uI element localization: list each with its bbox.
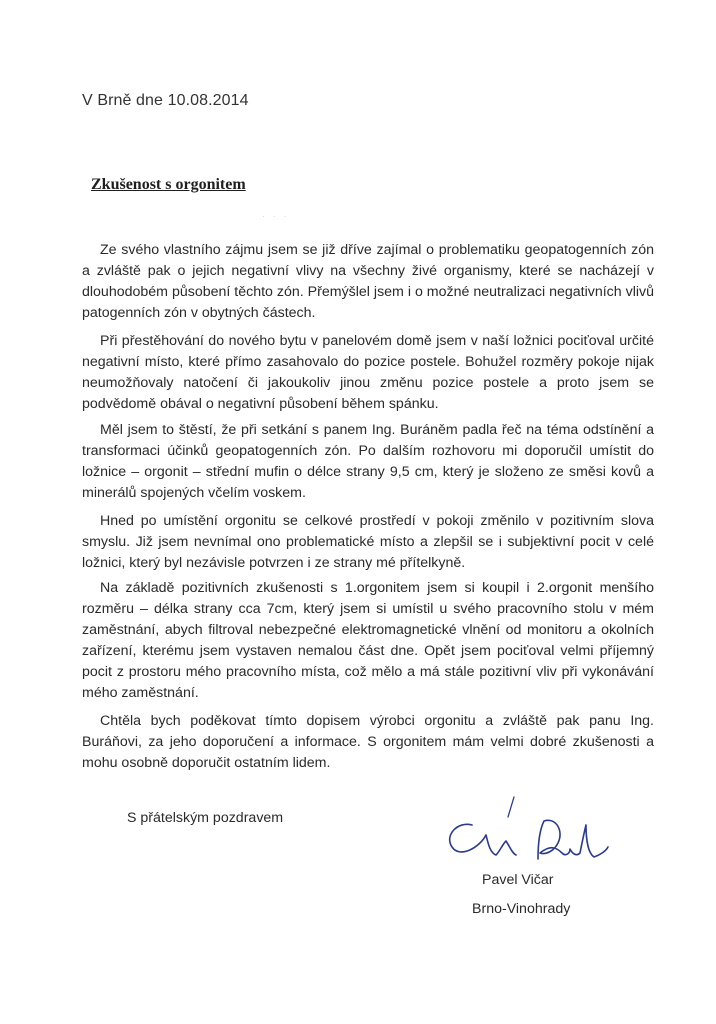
date-line: V Brně dne 10.08.2014 [82,92,249,109]
paragraph-3: Měl jsem to štěstí, že při setkání s panem Ing. Buráněm padla řeč na téma odstínění a transformaci účinků geopatogenních zón. Po dalším rozhovoru mi doporučil umístit do ložnice – orgonit – střední mufin o délce strany 9,5 cm, který je složeno ze směsi kovů a minerálů spojených včelím voskem. [82,422,654,501]
paragraph-4: Hned po umístění orgonitu se celkové prostředí v pokoji změnilo v pozitivním slova smyslu. Již jsem nevnímal ono problematické místo a zlepšil se i subjektivní pocit v celé ložnici, který byl nezávisle potvrzen i ze strany mé přítelkyně. [82,513,654,571]
paragraph-5: Na základě pozitivních zkušenosti s 1.orgonitem jsem si koupil i 2.orgonit menšího rozměru – délka strany cca 7cm, který jsem si umístil u svého pracovního stolu v mém zaměstnání, abych filtroval nebezpečné elektromagnetické vlnění od monitoru a okolních zařízení, kterému jsem vystaven nemalou část dne. Opět jsem pociťoval velmi příjemný pocit z prostoru mého pracovního místa, což mělo a má stále pozitivní vliv při vykonávání mého zaměstnání. [82,580,654,701]
faint-scan-mark: · · · [262,212,290,221]
paragraph-2: Při přestěhování do nového bytu v panelovém domě jsem v naší ložnici pociťoval určité negativní místo, které přímo zasahovalo do pozice postele. Bohužel rozměry pokoje nijak neumožňovaly natočení či jakoukoliv jinou změnu pozice postele a proto jsem se podvědomě obával o negativní působení během spánku. [82,333,654,412]
signer-place: Brno-Vinohrady [472,901,571,917]
paragraph-6: Chtěla bych poděkovat tímto dopisem výrobci orgonitu a zvláště pak panu Ing. Buráňovi, za jeho doporučení a informace. S orgonitem mám velmi dobré zkušenosti a mohu osobně doporučit ostatním lidem. [82,713,654,771]
paragraph-1: Ze svého vlastního zájmu jsem se již dříve zajímal o problematiku geopatogenních zón a zvláště pak o jejich negativní vlivy na všechny živé organismy, které se nacházejí v dlouhodobém působení těchto zón. Přemýšlel jsem i o možné neutralizaci negativních vlivů patogenních zón v obytných částech. [82,242,654,321]
handwritten-signature [440,795,610,870]
signer-name: Pavel Vičar [482,872,554,888]
letter-title: Zkušenost s orgonitem [91,176,246,193]
closing-greeting: S přátelským pozdravem [127,810,284,826]
